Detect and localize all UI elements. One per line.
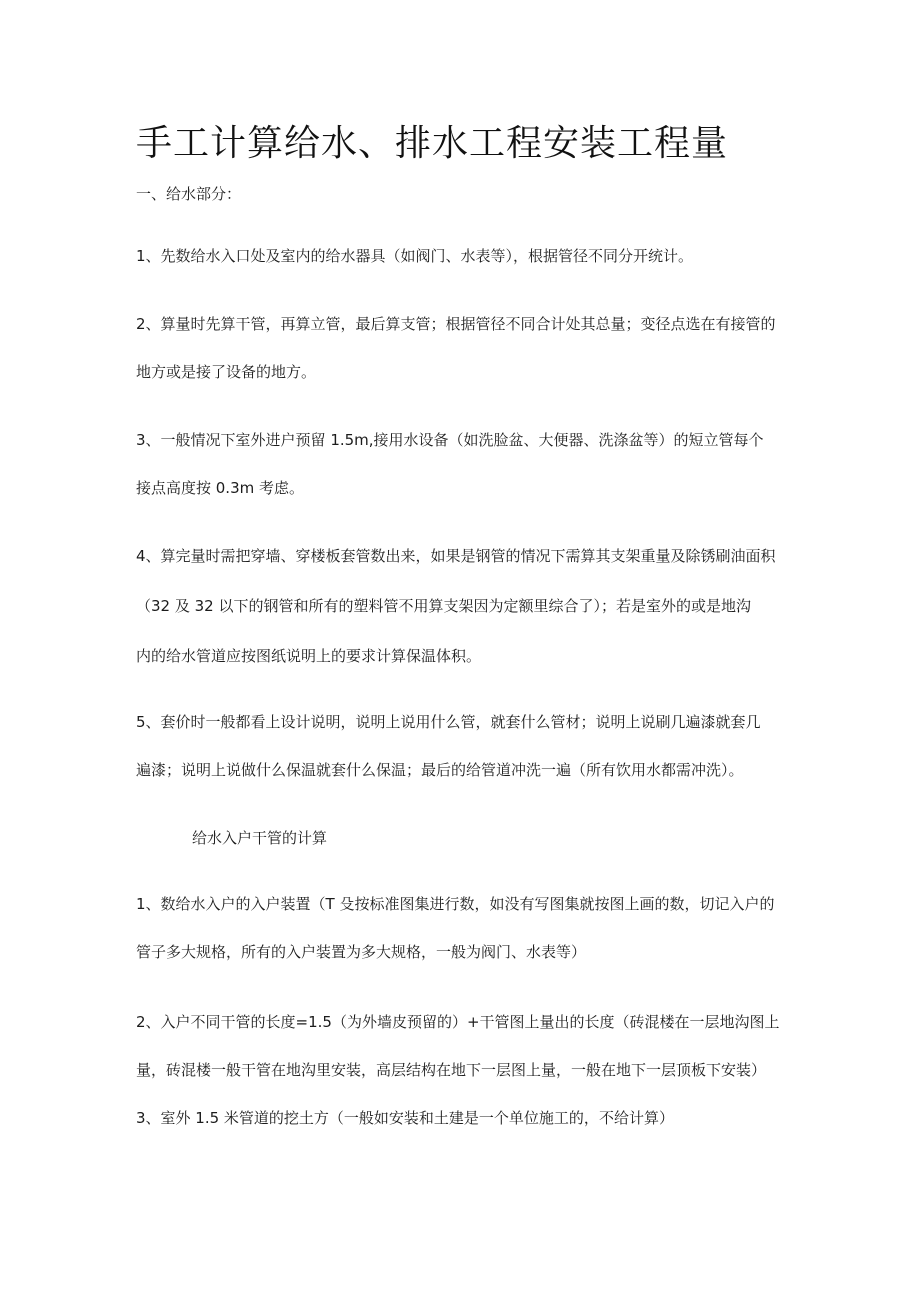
paragraph-line: 3、室外 1.5 米管道的挖土方（一般如安装和土建是一个单位施工的，不给计算） — [136, 1109, 674, 1127]
paragraph-line: 接点高度按 0.3m 考虑。 — [136, 479, 305, 497]
paragraph-line: 1、数给水入户的入户装置（T 殳按标准图集进行数，如没有写图集就按图上画的数，切记入户的 — [136, 895, 775, 913]
paragraph-line: 1、先数给水入口处及室内的给水器具（如阀门、水表等），根据管径不同分开统计。 — [136, 247, 694, 265]
paragraph-line: 3、一般情况下室外进户预留 1.5m,接用水设备（如洗脸盆、大便器、洗涤盆等）的短立管每个 — [136, 431, 764, 449]
paragraph-line: 内的给水管道应按图纸说明上的要求计算保温体积。 — [136, 647, 482, 665]
paragraph-line: 管子多大规格，所有的入户装置为多大规格，一般为阀门、水表等） — [136, 943, 587, 961]
paragraph-line: 5、套价时一般都看上设计说明，说明上说用什么管，就套什么管材；说明上说刷几遍漆就套几 — [136, 713, 761, 731]
section-heading: 一、给水部分： — [136, 185, 242, 203]
paragraph-line: 4、算完量时需把穿墙、穿楼板套管数出来，如果是钢管的情况下需算其支架重量及除锈刷油面积 — [136, 547, 776, 565]
paragraph-line: 2、算量时先算干管，再算立管，最后算支管；根据管径不同合计处其总量；变径点选在有接管的 — [136, 315, 776, 333]
paragraph-line: 地方或是接了设备的地方。 — [136, 363, 317, 381]
paragraph-line: （32 及 32 以下的钢管和所有的塑料管不用算支架因为定额里综合了）；若是室外的或是地沟 — [136, 597, 751, 615]
paragraph-line: 2、入户不同干管的长度=1.5（为外墙皮预留的）+干管图上量出的长度（砖混楼在一层地沟图上 — [136, 1013, 780, 1031]
subsection-heading: 给水入户干管的计算 — [192, 829, 328, 847]
paragraph-line: 遍漆；说明上说做什么保温就套什么保温；最后的给管道冲洗一遍（所有饮用水都需冲洗）。 — [136, 761, 744, 779]
paragraph-line: 量，砖混楼一般干管在地沟里安装，高层结构在地下一层图上量，一般在地下一层顶板下安装） — [136, 1061, 767, 1079]
document-title: 手工计算给水、排水工程安装工程量 — [136, 123, 729, 164]
